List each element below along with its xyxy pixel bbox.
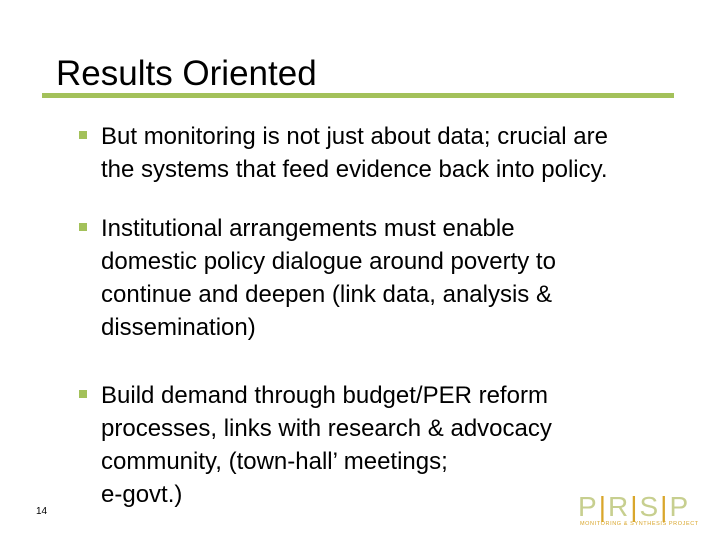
- page-number: 14: [36, 506, 48, 517]
- bullet-line: But monitoring is not just about data; crucial are: [101, 123, 608, 150]
- bullet-square-icon: [79, 131, 87, 139]
- bullet-line: continue and deepen (link data, analysis &: [101, 281, 552, 308]
- bullet-line: the systems that feed evidence back into policy.: [101, 156, 608, 183]
- bullet-line: community, (town-hall’ meetings;: [101, 448, 448, 475]
- bullet-line: Institutional arrangements must enable: [101, 215, 515, 242]
- logo-letter: P: [578, 491, 599, 522]
- title-underline: [42, 93, 674, 98]
- bullet-square-icon: [79, 390, 87, 398]
- logo-tagline: MONITORING & SYNTHESIS PROJECT: [580, 521, 699, 527]
- bullet-square-icon: [79, 223, 87, 231]
- logo-letter: P: [669, 491, 691, 522]
- logo-letter: R: [607, 491, 631, 522]
- logo-letter: S: [639, 491, 661, 522]
- logo-separator: |: [660, 491, 670, 522]
- bullet-line: domestic policy dialogue around poverty to: [101, 248, 556, 275]
- bullet-item-2: [79, 212, 699, 344]
- bullet-line: processes, links with research & advocacy: [101, 415, 552, 442]
- logo-wordmark: [578, 492, 690, 522]
- logo-separator: |: [598, 491, 608, 522]
- slide-title: Results Oriented: [56, 54, 317, 93]
- prsp-logo: [578, 492, 710, 532]
- bullet-line: Build demand through budget/PER reform: [101, 382, 548, 409]
- bullet-line: dissemination): [101, 314, 256, 341]
- logo-separator: |: [630, 491, 640, 522]
- bullet-line: e-govt.): [101, 481, 183, 508]
- bullet-item-1: [79, 120, 699, 186]
